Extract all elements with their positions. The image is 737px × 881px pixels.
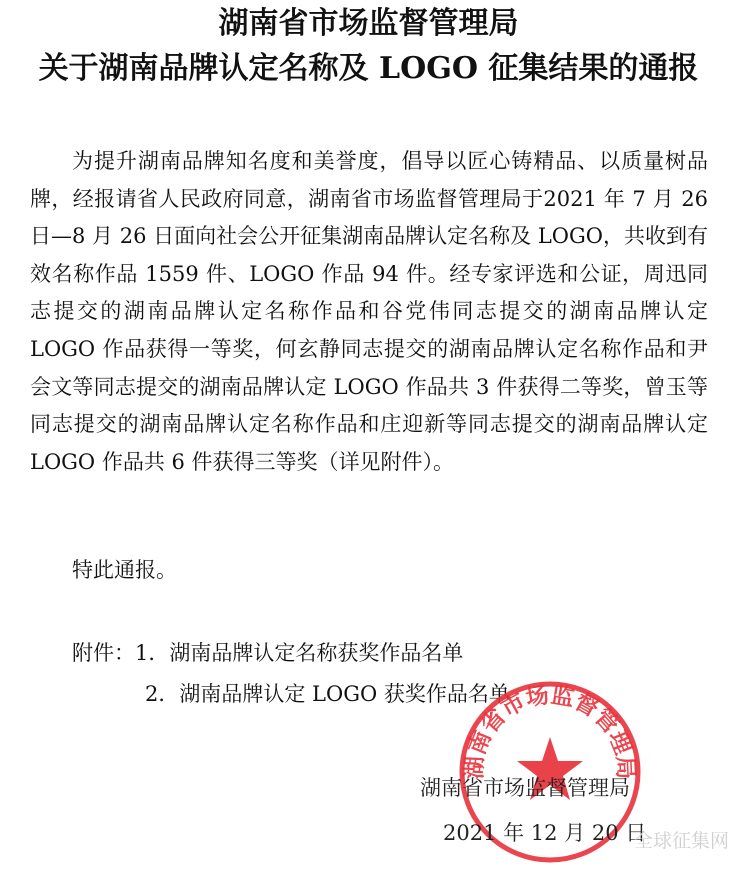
signature-date: 2021 年 12 月 20 日 xyxy=(443,821,647,845)
attachment-label: 附件： xyxy=(72,641,135,665)
document-title-line1: 湖南省市场监督管理局 xyxy=(218,6,519,41)
body-paragraph: 为提升湖南品牌知名度和美誉度，倡导以匠心铸精品、以质量树品牌，经报请省人民政府同意，湖南省市场监督管理局于2021 年 7 月 26 日—8 月 26 日面向社会公开征集湖南品牌认定名称及 LOGO，共收到有效名称作品 1559 件、LOGO 作品 94 件。经专家评选和公证，周迅同志提交的湖南品牌认定名称作品和谷党伟同志提交的湖南品牌认定 LOGO 作品获得一等奖，何玄静同志提交的湖南品牌认定名称作品和尹会文等同志提交的湖南品牌认定 LOGO 作品共 3 件获得二等奖，曾玉等同志提交的湖南品牌认定名称作品和庄迎新等同志提交的湖南品牌认定 LOGO 作品共 6 件获得三等奖（详见附件）。 xyxy=(30,149,708,474)
attachment-item-1: 1．湖南品牌认定名称获奖作品名单 xyxy=(135,641,464,665)
site-watermark: 全球征集网 xyxy=(634,830,730,852)
attachments-line-1 xyxy=(72,638,463,668)
seal-text: 湖南省市场监督管理局 xyxy=(460,681,640,780)
closing-text: 特此通报。 xyxy=(72,558,177,582)
attachment-item-2: 2．湖南品牌认定 LOGO 获奖作品名单 xyxy=(145,682,510,706)
document-title-line2: 关于湖南品牌认定名称及 LOGO 征集结果的通报 xyxy=(38,51,699,86)
signature-organization: 湖南省市场监督管理局 xyxy=(420,776,630,800)
